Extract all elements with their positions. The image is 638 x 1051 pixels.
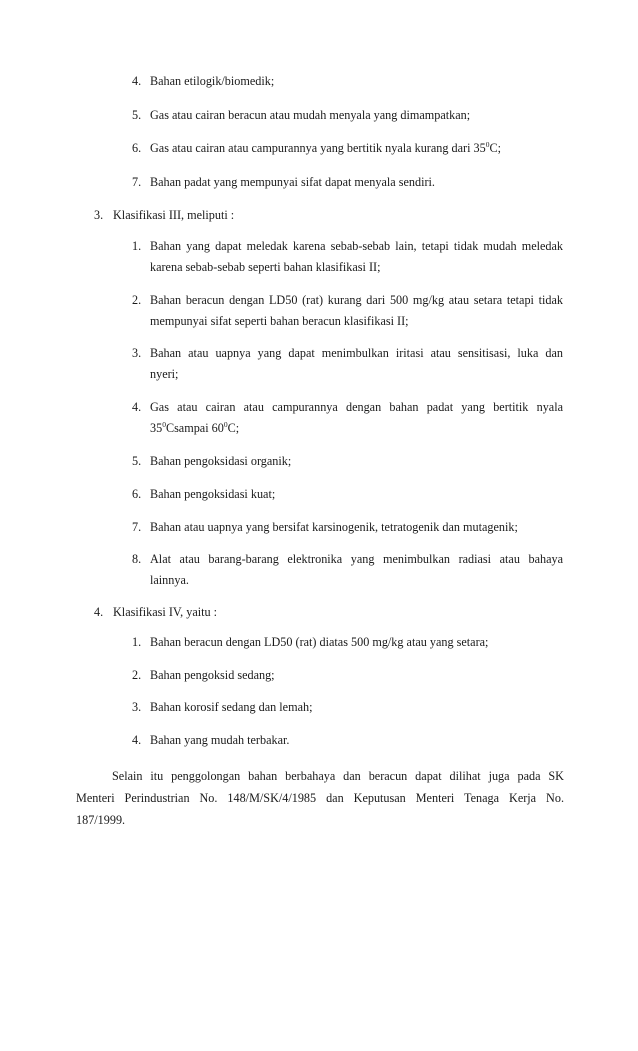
list-text: Bahan pengoksid sedang; <box>150 668 275 682</box>
section-number: 3. <box>94 208 104 222</box>
paragraph-line: Menteri Perindustrian No. 148/M/SK/4/1985 dan Keputusan Menteri Tenaga Kerja No. <box>76 791 564 805</box>
list-text-cont: nyeri; <box>150 367 179 381</box>
list-text: Bahan pengoksidasi organik; <box>150 454 292 468</box>
list-text: Bahan beracun dengan LD50 (rat) diatas 500 mg/kg atau yang setara; <box>150 635 489 649</box>
list-number: 1. <box>132 239 142 253</box>
list-number: 2. <box>132 668 142 682</box>
list-text: Bahan pengoksidasi kuat; <box>150 487 276 501</box>
section-number: 4. <box>94 605 104 619</box>
list-number: 4. <box>132 74 142 88</box>
list-text: Bahan atau uapnya yang bersifat karsinogenik, tetratogenik dan mutagenik; <box>150 520 518 534</box>
section-title: Klasifikasi III, meliputi : <box>113 208 235 222</box>
list-number: 4. <box>132 400 142 414</box>
list-number: 8. <box>132 552 142 566</box>
list-number: 5. <box>132 108 142 122</box>
list-number: 6. <box>132 141 142 155</box>
list-number: 7. <box>132 175 142 189</box>
list-number: 7. <box>132 520 142 534</box>
list-text: Bahan padat yang mempunyai sifat dapat menyala sendiri. <box>150 175 435 189</box>
list-text: Bahan korosif sedang dan lemah; <box>150 700 313 714</box>
list-number: 3. <box>132 346 142 360</box>
list-text: Bahan beracun dengan LD50 (rat) kurang dari 500 mg/kg atau setara tetapi tidak <box>150 293 563 307</box>
list-text-cont: karena sebab-sebab seperti bahan klasifikasi II; <box>150 260 381 274</box>
list-text: Gas atau cairan atau campurannya yang bertitik nyala kurang dari $35^0C$; <box>150 140 501 155</box>
list-number: 4. <box>132 733 142 747</box>
list-text: Bahan yang mudah terbakar. <box>150 733 290 747</box>
list-text: Bahan yang dapat meledak karena sebab-sebab lain, tetapi tidak mudah meledak <box>150 239 563 253</box>
list-text: Alat atau barang-barang elektronika yang menimbulkan radiasi atau bahaya <box>150 552 563 566</box>
list-number: 6. <box>132 487 142 501</box>
list-text: Gas atau cairan beracun atau mudah menyala yang dimampatkan; <box>150 108 471 122</box>
list-text-cont: mempunyai sifat seperti bahan beracun klasifikasi II; <box>150 314 409 328</box>
list-text: Bahan etilogik/biomedik; <box>150 74 275 88</box>
paragraph-line: 187/1999. <box>76 813 126 827</box>
list-text: Gas atau cairan atau campurannya dengan bahan padat yang bertitik nyala <box>150 400 563 414</box>
list-number: 5. <box>132 454 142 468</box>
list-text: Bahan atau uapnya yang dapat menimbulkan iritasi atau sensitisasi, luka dan <box>150 346 563 360</box>
list-number: 2. <box>132 293 142 307</box>
paragraph-line: Selain itu penggolongan bahan berbahaya dan beracun dapat dilihat juga pada SK <box>112 769 564 783</box>
list-number: 3. <box>132 700 142 714</box>
list-text-cont: lainnya. <box>150 573 189 587</box>
section-title: Klasifikasi IV, yaitu : <box>113 605 218 619</box>
closing-paragraph <box>76 765 564 831</box>
list-text-cont: $35^0Csampai$ $60^0C$; <box>150 420 240 435</box>
list-number: 1. <box>132 635 142 649</box>
